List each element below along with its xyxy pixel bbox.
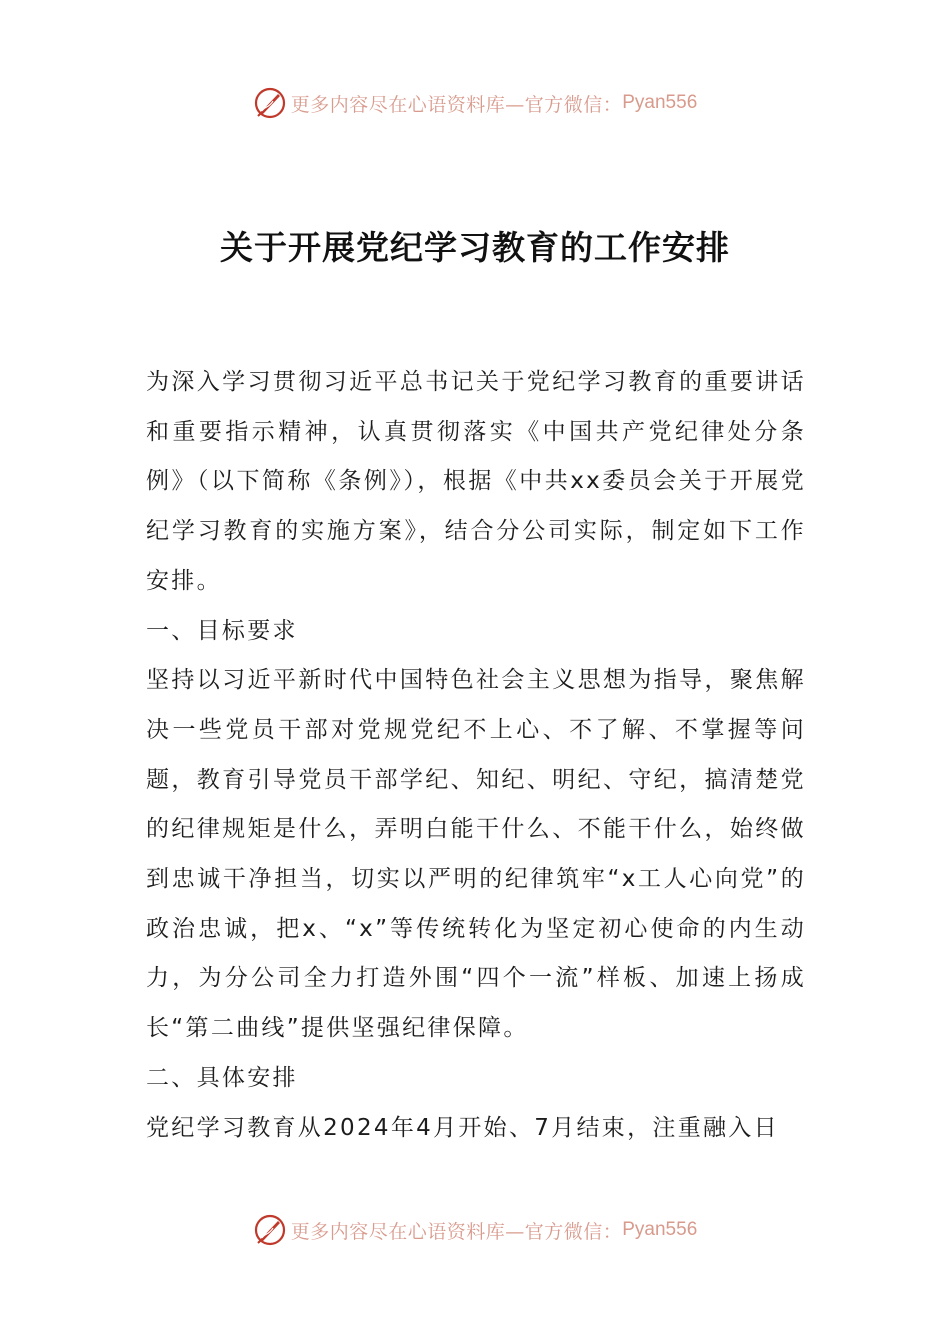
watermark-text: 更多内容尽在心语资料库—官方微信：	[290, 93, 623, 116]
intro-paragraph: 为深入学习贯彻习近平总书记关于党纪学习教育的重要讲话和重要指示精神，认真贯彻落实《中国共产党纪律处分条例》（以下简称《条例》），根据《中共xx委员会关于开展党纪学习教育的实施方案》，结合分公司实际，制定如下工作安排。	[146, 369, 806, 594]
quill-pen-logo-icon	[253, 86, 287, 120]
quill-pen-logo-icon	[253, 1213, 287, 1247]
watermark-banner-top	[0, 83, 950, 123]
watermark-wechat-id: Pyan556	[622, 1219, 698, 1240]
document-body	[146, 358, 806, 1153]
document-title: 关于开展党纪学习教育的工作安排	[220, 228, 730, 267]
goals-paragraph: 坚持以习近平新时代中国特色社会主义思想为指导，聚焦解决一些党员干部对党规党纪不上心、不了解、不掌握等问题，教育引导党员干部学纪、知纪、明纪、守纪，搞清楚党的纪律规矩是什么，弄明白能干什么、不能干什么，始终做到忠诚干净担当，切实以严明的纪律筑牢“x工人心向党”的政治忠诚，把x、“x”等传统转化为坚定初心使命的内生动力，为分公司全力打造外围“四个一流”样板、加速上扬成长“第二曲线”提供坚强纪律保障。	[146, 667, 806, 1042]
section-heading-goals: 一、目标要求	[146, 617, 298, 644]
watermark-wechat-id: Pyan556	[622, 92, 698, 113]
watermark-banner-bottom	[0, 1210, 950, 1250]
section-heading-arrangements: 二、具体安排	[146, 1064, 298, 1091]
arrangements-paragraph: 党纪学习教育从2024年4月开始、7月结束，注重融入日	[146, 1114, 779, 1141]
watermark-text: 更多内容尽在心语资料库—官方微信：	[290, 1220, 623, 1243]
